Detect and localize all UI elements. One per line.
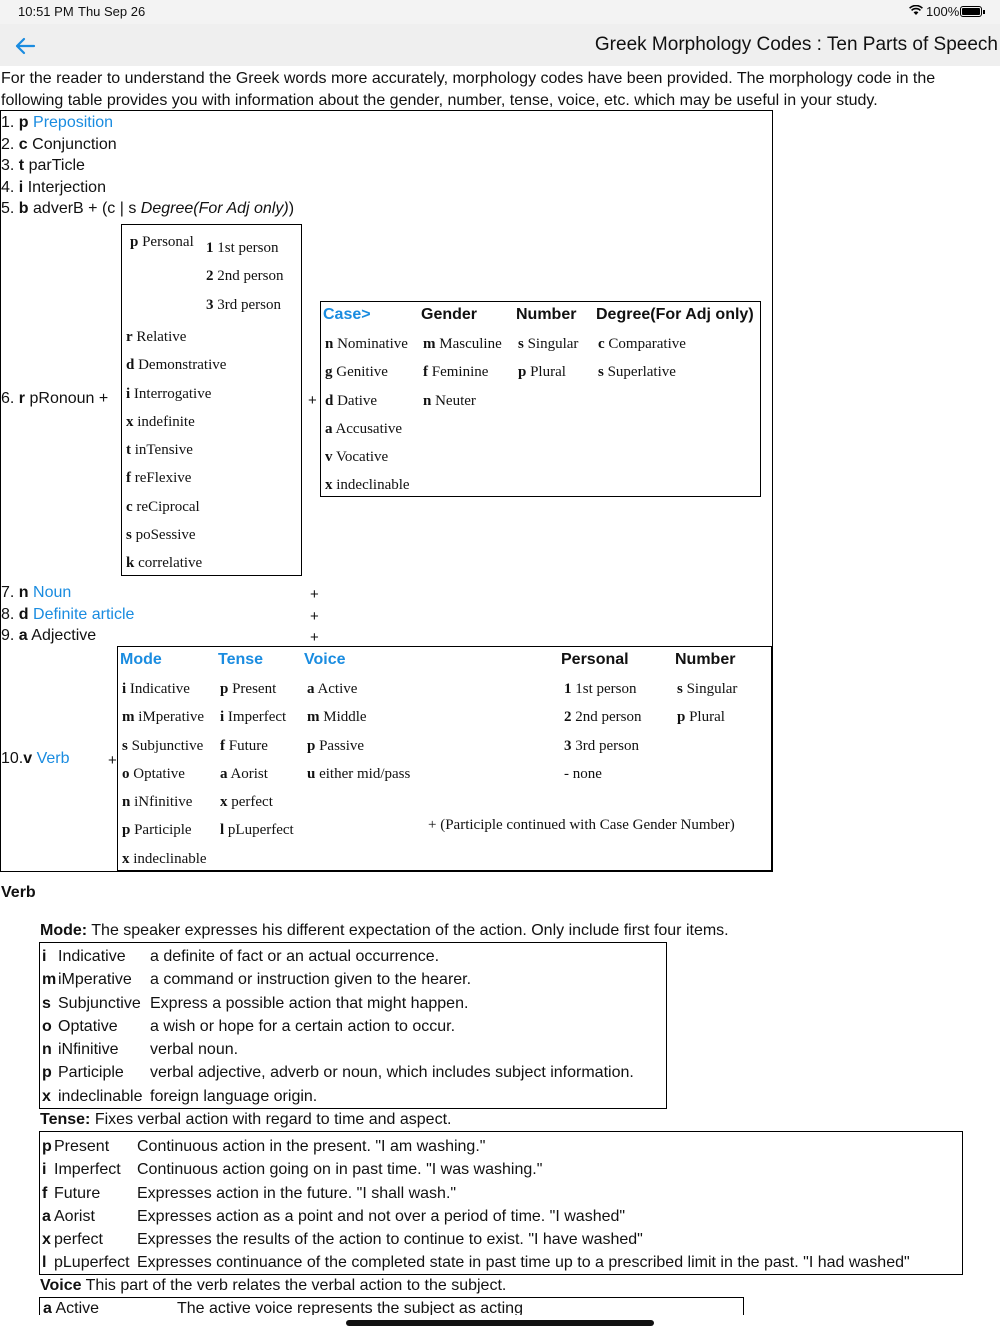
battery-percent: 100% [926, 4, 960, 19]
link-noun[interactable]: Noun [33, 584, 72, 601]
voice-header[interactable]: Voice [304, 651, 346, 668]
mode-table-codes: i m s o n p x [42, 948, 57, 1105]
part-row-particle: 3. t parTicle [1, 157, 85, 174]
part-row-adverb: 5. b adverB + (c | s Degree(For Adj only)) [1, 200, 295, 217]
parts-list-top [1, 112, 294, 220]
personal-column: 1 1st person 2 2nd person 3 3rd person - none [564, 681, 642, 782]
mode-column: i Indicative m iMperative s Subjunctive o Optative n iNfinitive p Participle x indeclinable [122, 681, 207, 867]
pronoun-type-list: r Relative d Demonstrative i Interrogative x indefinite t inTensive f reFlexive c reCiprocal s poSessive k correlative [126, 329, 227, 572]
verb-codes-table [117, 646, 772, 871]
degree-column: c Comparative s Superlative [598, 336, 686, 381]
back-arrow-icon[interactable] [14, 36, 36, 61]
pronoun-persons: 1 1st person 2 2nd person 3 3rd person [206, 240, 284, 313]
tense-header[interactable]: Tense [218, 651, 264, 668]
plus-column: + + + [310, 586, 319, 646]
tense-column: p Present i Imperfect f Future a Aorist x perfect l pLuperfect [220, 681, 294, 839]
participle-note: + (Participle continued with Case Gender Number) [428, 817, 735, 833]
page-title: Greek Morphology Codes : Ten Parts of Speech [594, 34, 998, 55]
pronoun-personal: p Personal [130, 234, 194, 250]
status-time: 10:51 PM [18, 4, 74, 19]
tense-table-descriptions: Continuous action in the present. "I am washing." Continuous action going on in past time. "I was washing." Expresses action in the future. "I shall wash." Expresses action as a point and not over a period of time. "I washed" Expresses the results of the action to continue to exist. "I have washed" Expresses continuance of the completed state in past time up to a prescribed limit in the past. "I had washed" [137, 1138, 910, 1272]
case-header[interactable]: Case> [323, 306, 371, 323]
intro-line-2: following table provides you with information about the gender, number, tense, voice, etc. which may be useful in your study. [1, 92, 878, 109]
tense-description: Tense: Fixes verbal action with regard to time and aspect. [40, 1111, 452, 1128]
battery-icon [960, 6, 982, 17]
tense-table-names: Present Imperfect Future Aorist perfect pLuperfect [54, 1138, 130, 1272]
number-column: s Singular p Plural [518, 336, 579, 381]
mode-table-names: Indicative iMperative Subjunctive Optative iNfinitive Participle indeclinable [58, 948, 143, 1105]
mode-table-descriptions: a definite of fact or an actual occurrence. a command or instruction given to the hearer. Express a possible action that might happen. a wish or hope for a certain action to occur. verbal noun. verbal adjective, adverb or noun, which includes subject information. foreign language origin. [150, 948, 634, 1105]
gender-column: m Masculine f Feminine n Neuter [423, 336, 502, 409]
mode-description: Mode: The speaker expresses his different expectation of the action. Only include first four items. [40, 922, 729, 939]
part-row-definite-article: 8. d Definite article [1, 605, 135, 623]
status-date: Thu Sep 26 [78, 4, 146, 19]
link-verb[interactable]: Verb [36, 750, 70, 767]
voice-column: a Active m Middle p Passive u either mid/pass [307, 681, 411, 782]
part-row-interjection: 4. i Interjection [1, 178, 106, 196]
tense-table-codes: p i f a x l [42, 1138, 52, 1272]
parts-list-middle [1, 582, 134, 647]
part-row-pronoun: 6. r pRonoun + [1, 390, 109, 407]
voice-table: a Active The active voice represents the subject as acting [39, 1297, 744, 1315]
home-indicator[interactable] [346, 1320, 654, 1326]
mode-header[interactable]: Mode [120, 651, 162, 668]
plus-sign: + [308, 392, 317, 409]
case-column: n Nominative g Genitive d Dative a Accusative v Vocative x indeclinable [325, 336, 410, 494]
part-row-conjunction: 2. c Conjunction [1, 135, 117, 153]
wifi-icon [909, 5, 923, 19]
intro-line-1: For the reader to understand the Greek words more accurately, morphology codes have been provided. The morphology code in the [1, 70, 936, 87]
part-row-preposition: 1. p Preposition [1, 114, 114, 131]
part-row-verb: 10.v Verb [1, 750, 70, 767]
verb-heading: Verb [1, 884, 36, 901]
nav-bar [0, 24, 1000, 66]
verb-number-column: s Singular p Plural [677, 681, 738, 726]
intro-text [1, 68, 935, 112]
part-row-adjective: 9. a Adjective [1, 627, 97, 644]
status-bar [0, 0, 1000, 24]
link-definite-article[interactable]: Definite article [33, 605, 135, 623]
link-preposition[interactable]: Preposition [33, 114, 114, 131]
voice-description: Voice This part of the verb relates the verbal action to the subject. [40, 1277, 507, 1294]
plus-sign-verb: + [108, 752, 117, 769]
part-row-noun: 7. n Noun [1, 584, 72, 601]
